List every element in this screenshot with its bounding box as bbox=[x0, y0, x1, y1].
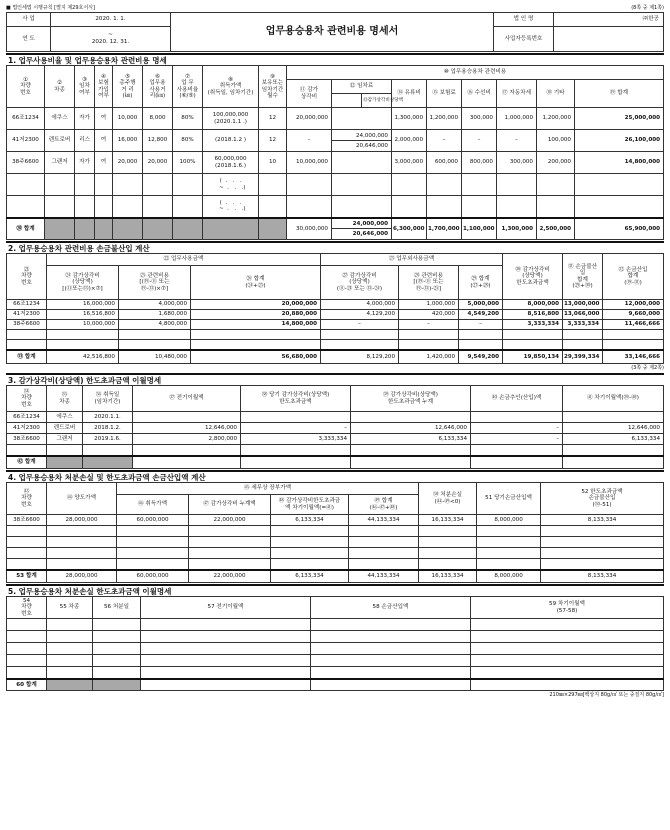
s2-r3-b1: – bbox=[321, 320, 399, 330]
s1-r3-acq-date: (2018.1.6.) bbox=[214, 162, 247, 169]
s1-r2-rent: 24,000,000 bbox=[332, 131, 391, 141]
s2-h-deduct: ㉜ 손금산입 합계 (⑲-㉛) bbox=[603, 254, 664, 300]
s1-r3-repair: 800,000 bbox=[462, 152, 497, 174]
s1-r3-fuel: 3,000,000 bbox=[392, 152, 427, 174]
fy-label-1: 사 업 bbox=[7, 13, 51, 27]
table-row-blank bbox=[7, 174, 664, 196]
s2-r3-a1: 10,000,000 bbox=[47, 320, 119, 330]
s5-h-next: 59 차기이월액 (57-58) bbox=[471, 597, 664, 619]
s2-r2-b2: 420,000 bbox=[399, 310, 459, 320]
s2-r1-c31: 13,000,000 bbox=[563, 300, 603, 310]
s4-total-excess: 8,133,334 bbox=[541, 570, 664, 583]
section4-title: 4. 업무용승용차 처분손실 및 한도초과금액 손금산입액 계산 bbox=[6, 470, 664, 482]
table-total-row bbox=[7, 679, 664, 691]
s1-r1-insur: 1,200,000 bbox=[427, 108, 462, 130]
s1-r1-ratio: 80% bbox=[173, 108, 203, 130]
s1-r1-acq-date: (2020.1.1 .) bbox=[214, 118, 247, 125]
s2-h-b1: ㉗ 감가상각비 (상당액) (⑪-㉔ 또는 ⑬-㉔) bbox=[321, 266, 399, 300]
s2-h-excess: ㉚ 감가상각비 (상당액) 한도초과금액 bbox=[503, 254, 563, 300]
s1-r1-fuel: 1,300,000 bbox=[392, 108, 427, 130]
section5-title: 5. 업무용승용차 처분손실 한도초과금액 이월명세 bbox=[6, 584, 664, 596]
s1-h-rent-sub2: ⑬감가상각비상당액 bbox=[362, 94, 392, 108]
s1-r1-type: 에쿠스 bbox=[45, 108, 75, 130]
s2-r1-carno: 66조1234 bbox=[7, 300, 47, 310]
s3-r2-adj: – bbox=[471, 423, 563, 434]
s2-h-business: ㉒ 업무사용금액 bbox=[47, 254, 321, 266]
s3-r1-acc bbox=[351, 412, 471, 423]
s2-r3-c32: 11,466,666 bbox=[603, 320, 664, 330]
s1-h-business-km: ⑥ 업무용 사용거 리(㎞) bbox=[143, 66, 173, 108]
fy-tilde: ~ bbox=[108, 32, 113, 39]
s3-r2-cur: – bbox=[241, 423, 351, 434]
page-reference: (8쪽 중 제1쪽) bbox=[631, 5, 664, 11]
s5-h-carno: 54 차량 번호 bbox=[7, 597, 47, 619]
s4-h-dep: ㊼ 감가상각비 누계액 bbox=[189, 495, 271, 515]
s1-r3-acq: 60,000,000 bbox=[214, 156, 247, 163]
section3-table bbox=[6, 385, 664, 469]
s1-h-insurance: ④ 보험 가입 여부 bbox=[95, 66, 113, 108]
s1-r1-sum: 25,000,000 bbox=[575, 108, 664, 130]
s2-total-b2: 1,420,000 bbox=[399, 350, 459, 364]
s3-h-carno: ㉞ 차량 번호 bbox=[7, 386, 47, 412]
s1-r1-months: 12 bbox=[259, 108, 287, 130]
table-row bbox=[7, 300, 664, 310]
s1-r2-biz: 12,800 bbox=[143, 130, 173, 152]
s1-h-months: ⑨ 보유또는 임차기간 월수 bbox=[259, 66, 287, 108]
s4-h-excess: 52 한도초과금액 손금불산입 (㊿-51) bbox=[541, 483, 664, 515]
s1-total-label: ⑳ 합계 bbox=[7, 218, 45, 240]
s1-r3-lease: 자가 bbox=[75, 152, 95, 174]
s2-r1-b3: 5,000,000 bbox=[459, 300, 503, 310]
paper-spec: 210㎜×297㎜[백상지 80g/㎡ 또는 중질지 80g/㎡] bbox=[549, 692, 664, 698]
s3-r1-cur bbox=[241, 412, 351, 423]
s4-h-sale: ㊹ 양도가액 bbox=[47, 483, 117, 515]
s4-h-cur: 51 당기손금산입액 bbox=[477, 483, 541, 515]
s2-r1-c32: 12,000,000 bbox=[603, 300, 664, 310]
table-total-row bbox=[7, 456, 664, 469]
s1-r1-acq: 100,000,000 bbox=[212, 112, 249, 119]
s4-r1-carry: 6,133,334 bbox=[271, 515, 349, 526]
s1-h-fuel: ⑭ 유류비 bbox=[392, 80, 427, 108]
s4-total-loss: 16,133,334 bbox=[419, 570, 477, 583]
s1-total-tax: 1,300,000 bbox=[497, 218, 537, 240]
s1-total-repair: 1,100,000 bbox=[462, 218, 497, 240]
corp-name-value[interactable]: ㈜한공 bbox=[554, 13, 664, 27]
table-row bbox=[7, 152, 664, 174]
s2-r2-c31: 13,066,000 bbox=[563, 310, 603, 320]
s4-total-sum: 44,133,334 bbox=[349, 570, 419, 583]
s2-r3-c31: 3,333,334 bbox=[563, 320, 603, 330]
s3-h-acc: ㊴ 감가상각비(상당액) 한도초과금액 누계 bbox=[351, 386, 471, 412]
s2-r2-b1: 4,129,200 bbox=[321, 310, 399, 320]
s1-r2-etc: 100,000 bbox=[537, 130, 575, 152]
s1-r1-lease: 자가 bbox=[75, 108, 95, 130]
table-row bbox=[7, 108, 664, 130]
s3-r3-cur: 3,333,334 bbox=[241, 434, 351, 445]
table-row-blank bbox=[7, 196, 664, 218]
form-title: 업무용승용차 관련비용 명세서 bbox=[171, 13, 494, 52]
s1-r2-type: 렌트로버 bbox=[45, 130, 75, 152]
s1-total-fuel: 6,300,000 bbox=[392, 218, 427, 240]
s4-h-loss: ㊿ 처분손실 (㊹-㊾<0) bbox=[419, 483, 477, 515]
s4-r1-acq: 60,000,000 bbox=[117, 515, 189, 526]
s1-r2-ratio: 80% bbox=[173, 130, 203, 152]
s1-r2-repair: – bbox=[462, 130, 497, 152]
table-row bbox=[7, 130, 664, 152]
s4-r1-cur: 8,000,000 bbox=[477, 515, 541, 526]
s4-r1-sum: 44,133,334 bbox=[349, 515, 419, 526]
s1-r2-insur: – bbox=[427, 130, 462, 152]
s4-total-dep: 22,000,000 bbox=[189, 570, 271, 583]
s2-h-nonbusiness: ㉓ 업무외사용금액 bbox=[321, 254, 503, 266]
s1-r3-ratio: 100% bbox=[173, 152, 203, 174]
s3-h-prev: ㊲ 전기이월액 bbox=[133, 386, 241, 412]
s1-r2-months: 12 bbox=[259, 130, 287, 152]
s1-r3-carno: 38주6600 bbox=[7, 152, 45, 174]
s1-total-insur: 1,700,000 bbox=[427, 218, 462, 240]
s1-r3-etc: 200,000 bbox=[537, 152, 575, 174]
s1-r3-dep: 10,000,000 bbox=[287, 152, 332, 174]
s1-r2-sum: 26,100,000 bbox=[575, 130, 664, 152]
s2-total-b1: 8,129,200 bbox=[321, 350, 399, 364]
s3-r2-prev: 12,646,000 bbox=[133, 423, 241, 434]
table-total-row bbox=[7, 570, 664, 583]
s1-r3-tax: 300,000 bbox=[497, 152, 537, 174]
s4-h-book-group: ㊺ 세무상 장부가액 bbox=[117, 483, 419, 495]
s1-r2-dep: – bbox=[287, 130, 332, 152]
s2-r1-b1: 4,000,000 bbox=[321, 300, 399, 310]
s1-r1-tot: 10,000 bbox=[113, 108, 143, 130]
s4-total-label: 53 합계 bbox=[7, 570, 47, 583]
s4-h-carry: ㊽ 감가상각비한도초과금 액 차기이월액(=㊶) bbox=[271, 495, 349, 515]
s2-r3-b3: – bbox=[459, 320, 503, 330]
s4-total-sale: 28,000,000 bbox=[47, 570, 117, 583]
s1-total-dep: 30,000,000 bbox=[287, 218, 332, 240]
s2-r3-c30: 3,333,334 bbox=[503, 320, 563, 330]
fy-label-2: 연 도 bbox=[7, 26, 51, 51]
s1-total-etc: 2,500,000 bbox=[537, 218, 575, 240]
s3-r3-adj: – bbox=[471, 434, 563, 445]
s2-h-carno: ㉑ 차량 번호 bbox=[7, 254, 47, 300]
section1-table bbox=[6, 65, 664, 240]
s2-r1-a1: 16,000,000 bbox=[47, 300, 119, 310]
s1-r2-ins: 여 bbox=[95, 130, 113, 152]
s1-h-depreciation: ⑪ 감가 상각비 bbox=[287, 80, 332, 108]
s3-r2-carno: 41저2300 bbox=[7, 423, 47, 434]
s4-r1-carno: 38조6600 bbox=[7, 515, 47, 526]
table-row bbox=[7, 310, 664, 320]
s1-h-total-km: ⑤ 총주행 거 리 (㎞) bbox=[113, 66, 143, 108]
s1-r2-acq-date: (2018.1.2 ) bbox=[214, 137, 247, 144]
s4-total-cur: 8,000,000 bbox=[477, 570, 541, 583]
s2-total-label: ㉝ 합계 bbox=[7, 350, 47, 364]
s2-r1-c30: 8,000,000 bbox=[503, 300, 563, 310]
s1-h-etc: ⑱ 기타 bbox=[537, 80, 575, 108]
s2-total-a1: 42,516,800 bbox=[47, 350, 119, 364]
s2-total-a3: 56,680,000 bbox=[191, 350, 321, 364]
section5-table bbox=[6, 596, 664, 691]
table-row bbox=[7, 423, 664, 434]
bizno-value[interactable] bbox=[554, 26, 664, 51]
s3-h-next: ㊶ 차기이월액(㊴-㊵) bbox=[563, 386, 664, 412]
s4-r1-sale: 28,000,000 bbox=[47, 515, 117, 526]
s3-r1-prev bbox=[133, 412, 241, 423]
s3-r3-prev: 2,800,000 bbox=[133, 434, 241, 445]
s2-h-nondeduct: ㉛ 손금불산 입 합계 (㉙+㉚) bbox=[563, 254, 603, 300]
s3-r2-type: 렌드로버 bbox=[47, 423, 83, 434]
s2-r2-carno: 41저2300 bbox=[7, 310, 47, 320]
s4-total-carry: 6,133,334 bbox=[271, 570, 349, 583]
fy-start: 2020. 1. 1. bbox=[51, 13, 171, 27]
s3-h-cur: ㊳ 당기 감가상각비(상당액) 한도초과금액 bbox=[241, 386, 351, 412]
s4-h-carno: ㊸ 차량 번호 bbox=[7, 483, 47, 515]
s1-r3-months: 10 bbox=[259, 152, 287, 174]
s1-h-rent-sub1 bbox=[332, 94, 362, 108]
s2-h-a3: ㉖ 합계 (㉔+㉕) bbox=[191, 266, 321, 300]
s1-h-rent: ⑫ 임차료 bbox=[332, 80, 392, 94]
s2-r3-a3: 14,800,000 bbox=[191, 320, 321, 330]
s1-r2-rentdep: 20,646,000 bbox=[355, 142, 388, 149]
table-total-row bbox=[7, 350, 664, 364]
form-header bbox=[6, 12, 664, 52]
section3-title: 3. 감가상각비(상당액) 한도초과금액 이월명세 bbox=[6, 373, 664, 385]
s2-r3-a2: 4,800,000 bbox=[119, 320, 191, 330]
s3-h-type: ㉟ 차종 bbox=[47, 386, 83, 412]
s1-r2-lease: 리스 bbox=[75, 130, 95, 152]
s2-r3-carno: 38주6600 bbox=[7, 320, 47, 330]
s1-r1-biz: 8,000 bbox=[143, 108, 173, 130]
s3-r3-acc: 6,133,334 bbox=[351, 434, 471, 445]
s3-r3-type: 그랜저 bbox=[47, 434, 83, 445]
s1-total-rentdep: 20,646,000 bbox=[352, 230, 388, 237]
s1-r1-dep: 20,000,000 bbox=[287, 108, 332, 130]
fy-end: 2020. 12. 31. bbox=[91, 38, 130, 45]
s1-blank-paren-2: ( . . . ~ . . .) bbox=[203, 196, 259, 218]
s5-total-label: 60 합계 bbox=[7, 679, 47, 691]
s1-h-cost-group: ⑩ 업무용승용차 관련비용 bbox=[287, 66, 664, 80]
s2-total-b3: 9,549,200 bbox=[459, 350, 503, 364]
s1-r1-etc: 1,200,000 bbox=[537, 108, 575, 130]
s5-h-type: 55 차종 bbox=[47, 597, 93, 619]
s1-h-type: ② 차종 bbox=[45, 66, 75, 108]
s1-total-rent: 24,000,000 bbox=[332, 219, 391, 229]
s3-h-date: ㊱ 취득일 (임차기간) bbox=[83, 386, 133, 412]
s1-r3-ins: 여 bbox=[95, 152, 113, 174]
s1-total-sum: 65,900,000 bbox=[575, 218, 664, 240]
s3-r2-date: 2018.1.2. bbox=[83, 423, 133, 434]
s2-h-a1: ㉔ 감가상각비 (상당액) [(⑪또는⑬)×⑦] bbox=[47, 266, 119, 300]
section2-table bbox=[6, 253, 664, 364]
s1-h-lease: ③ 임차 여부 bbox=[75, 66, 95, 108]
s1-h-repair: ⑯ 수선비 bbox=[462, 80, 497, 108]
s2-r2-a3: 20,880,000 bbox=[191, 310, 321, 320]
s1-r3-sum: 14,800,000 bbox=[575, 152, 664, 174]
s2-r1-b2: 1,000,000 bbox=[399, 300, 459, 310]
s1-r2-carno: 41저2300 bbox=[7, 130, 45, 152]
s2-r2-a2: 1,680,000 bbox=[119, 310, 191, 320]
s1-r1-carno: 66조1234 bbox=[7, 108, 45, 130]
s1-r1-tax: 1,000,000 bbox=[497, 108, 537, 130]
s1-h-ratio: ⑦ 업 무 사용비율 (⑥/⑤) bbox=[173, 66, 203, 108]
s4-h-sum: ㊾ 합계 (㊻-㊼+㊽) bbox=[349, 495, 419, 515]
s4-r1-excess: 8,133,334 bbox=[541, 515, 664, 526]
s2-total-c30: 19,850,134 bbox=[503, 350, 563, 364]
s3-r2-acc: 12,646,000 bbox=[351, 423, 471, 434]
s2-h-b3: ㉙ 합계 (㉗+㉘) bbox=[459, 266, 503, 300]
s5-h-date: 56 처분일 bbox=[93, 597, 141, 619]
s4-r1-loss: 16,133,334 bbox=[419, 515, 477, 526]
s1-h-carno: ① 차량 번호 bbox=[7, 66, 45, 108]
section1-title: 1. 업무사용비율 및 업무용승용차 관련비용 명세 bbox=[6, 53, 664, 65]
table-row bbox=[7, 320, 664, 330]
section2-title: 2. 업무용승용차 관련비용 손금불산입 계산 bbox=[6, 241, 664, 253]
form-top-line bbox=[6, 4, 664, 12]
s3-r3-next: 6,133,334 bbox=[563, 434, 664, 445]
bizno-label: 사업자등록번호 bbox=[494, 26, 554, 51]
s1-h-cartax: ⑰ 자동차세 bbox=[497, 80, 537, 108]
s3-r1-date: 2020.1.1. bbox=[83, 412, 133, 423]
s2-r1-a2: 4,000,000 bbox=[119, 300, 191, 310]
corp-name-label: 법 인 명 bbox=[494, 13, 554, 27]
s2-r2-c32: 9,660,000 bbox=[603, 310, 664, 320]
s1-r1-repair: 300,000 bbox=[462, 108, 497, 130]
s4-total-acq: 60,000,000 bbox=[117, 570, 189, 583]
s3-r3-carno: 38조6600 bbox=[7, 434, 47, 445]
s1-r1-ins: 여 bbox=[95, 108, 113, 130]
s1-r3-type: 그랜저 bbox=[45, 152, 75, 174]
s2-r2-c30: 8,516,800 bbox=[503, 310, 563, 320]
s1-h-acq: ⑧ 취득가액 (취득일, 임차기간) bbox=[203, 66, 259, 108]
table-row bbox=[7, 434, 664, 445]
s2-total-c32: 33,146,666 bbox=[603, 350, 664, 364]
s5-h-prev: 57 전기이월액 bbox=[141, 597, 311, 619]
s1-r2-tax: – bbox=[497, 130, 537, 152]
s2-r2-b3: 4,549,200 bbox=[459, 310, 503, 320]
s3-r1-carno: 66조1234 bbox=[7, 412, 47, 423]
s1-r2-tot: 16,000 bbox=[113, 130, 143, 152]
s3-r2-next: 12,646,000 bbox=[563, 423, 664, 434]
s2-total-c31: 29,399,334 bbox=[563, 350, 603, 364]
s1-r3-biz: 20,000 bbox=[143, 152, 173, 174]
s2-h-b2: ㉘ 관련비용 [(⑲-⑪ 또는 ⑲-⑬)-㉕] bbox=[399, 266, 459, 300]
table-total-row bbox=[7, 218, 664, 240]
s4-h-acq: ㊻ 취득가액 bbox=[117, 495, 189, 515]
s5-h-deduct: 58 손금산입액 bbox=[311, 597, 471, 619]
s3-total-label: ㊷ 합계 bbox=[7, 456, 47, 469]
s1-r3-insur: 600,000 bbox=[427, 152, 462, 174]
s3-r1-type: 에쿠스 bbox=[47, 412, 83, 423]
s2-total-a2: 10,480,000 bbox=[119, 350, 191, 364]
s3-r1-next bbox=[563, 412, 664, 423]
s1-h-sum: ⑲ 합계 bbox=[575, 80, 664, 108]
s3-r1-adj bbox=[471, 412, 563, 423]
page-ref-2: (3쪽 중 제2쪽) bbox=[631, 365, 664, 371]
s2-r2-a1: 16,516,800 bbox=[47, 310, 119, 320]
table-row bbox=[7, 412, 664, 423]
s2-r3-b2: – bbox=[399, 320, 459, 330]
s3-h-adj: ㊵ 손금추인(산입)액 bbox=[471, 386, 563, 412]
law-reference: ■ 법인세법 시행규칙 [별지 제29호서식] bbox=[6, 5, 95, 11]
s2-h-a2: ㉕ 관련비용 [(⑲-⑪ 또는 ⑲-⑬)×⑦] bbox=[119, 266, 191, 300]
s4-r1-dep: 22,000,000 bbox=[189, 515, 271, 526]
s1-blank-paren-1: ( . . . ~ . . .) bbox=[203, 174, 259, 196]
table-row bbox=[7, 515, 664, 526]
s1-r2-fuel: 2,000,000 bbox=[392, 130, 427, 152]
s1-h-insur: ⑮ 보험료 bbox=[427, 80, 462, 108]
section4-table bbox=[6, 482, 664, 583]
s2-r1-a3: 20,000,000 bbox=[191, 300, 321, 310]
s3-r3-date: 2019.1.6. bbox=[83, 434, 133, 445]
s1-r3-tot: 20,000 bbox=[113, 152, 143, 174]
